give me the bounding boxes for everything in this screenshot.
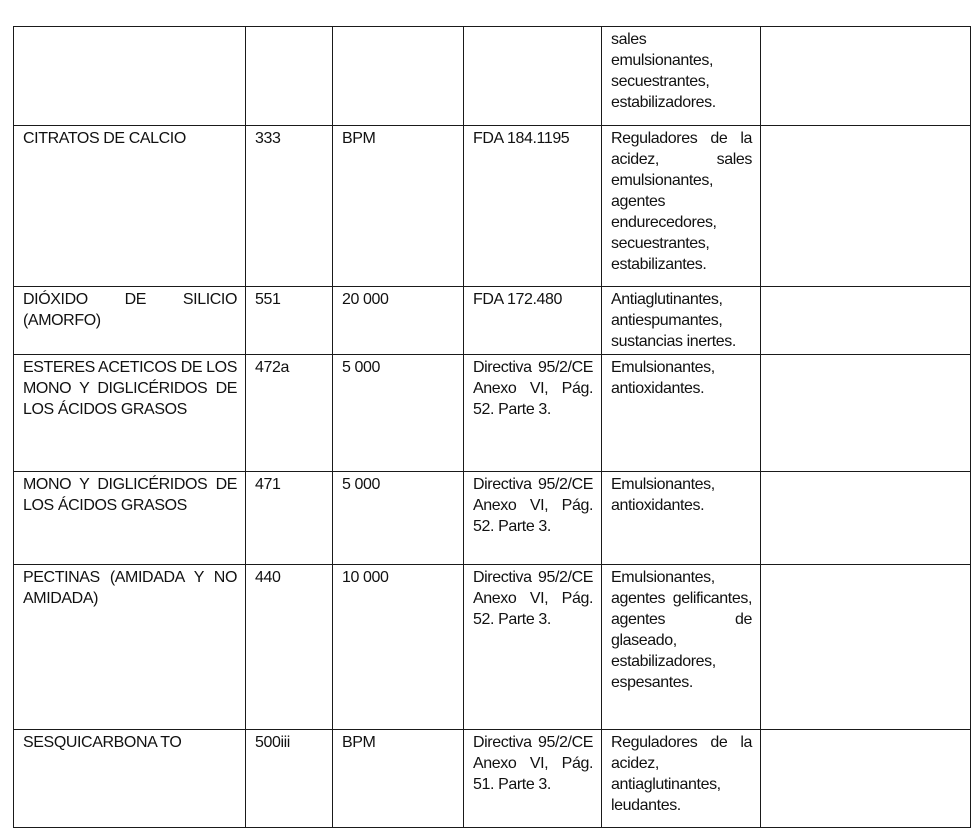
- reference-cell: Directiva 95/2/CE Anexo VI, Pág. 52. Parte 3.: [464, 355, 602, 472]
- additive-name-cell: MONO Y DIGLICÉRIDOS DE LOS ÁCIDOS GRASOS: [14, 472, 246, 565]
- table-row: [14, 287, 971, 355]
- functions-cell: Emulsionantes, agentes gelificantes, agentes de glaseado, estabilizadores, espesantes.: [602, 565, 761, 730]
- additive-name-cell: [14, 27, 246, 126]
- additive-name-cell: SESQUICARBONA TO: [14, 730, 246, 828]
- table-row: [14, 355, 971, 472]
- max-limit-cell: [333, 27, 464, 126]
- table-row: [14, 565, 971, 730]
- extra-cell: [761, 730, 971, 828]
- functions-cell: Reguladores de la acidez, sales emulsionantes, agentes endurecedores, secuestrantes, estabilizantes.: [602, 126, 761, 287]
- extra-cell: [761, 27, 971, 126]
- ins-number-cell: 471: [246, 472, 333, 565]
- extra-cell: [761, 287, 971, 355]
- functions-cell: Reguladores de la acidez, antiaglutinantes, leudantes.: [602, 730, 761, 828]
- additive-name-cell: CITRATOS DE CALCIO: [14, 126, 246, 287]
- ins-number-cell: [246, 27, 333, 126]
- reference-cell: Directiva 95/2/CE Anexo VI, Pág. 51. Parte 3.: [464, 730, 602, 828]
- extra-cell: [761, 472, 971, 565]
- additive-name-cell: PECTINAS (AMIDADA Y NO AMIDADA): [14, 565, 246, 730]
- functions-cell: Emulsionantes, antioxidantes.: [602, 472, 761, 565]
- table-row: [14, 126, 971, 287]
- ins-number-cell: 500iii: [246, 730, 333, 828]
- table-row: [14, 730, 971, 828]
- extra-cell: [761, 355, 971, 472]
- max-limit-cell: 5 000: [333, 472, 464, 565]
- additives-table: [13, 26, 971, 828]
- additive-name-cell: ESTERES ACETICOS DE LOS MONO Y DIGLICÉRIDOS DE LOS ÁCIDOS GRASOS: [14, 355, 246, 472]
- functions-cell: Antiaglutinantes, antiespumantes, sustancias inertes.: [602, 287, 761, 355]
- table-row: [14, 472, 971, 565]
- additive-name-cell: DIÓXIDO DE SILICIO (AMORFO): [14, 287, 246, 355]
- max-limit-cell: 10 000: [333, 565, 464, 730]
- ins-number-cell: 333: [246, 126, 333, 287]
- reference-cell: FDA 172.480: [464, 287, 602, 355]
- extra-cell: [761, 565, 971, 730]
- ins-number-cell: 440: [246, 565, 333, 730]
- max-limit-cell: 20 000: [333, 287, 464, 355]
- reference-cell: FDA 184.1195: [464, 126, 602, 287]
- extra-cell: [761, 126, 971, 287]
- reference-cell: Directiva 95/2/CE Anexo VI, Pág. 52. Parte 3.: [464, 565, 602, 730]
- table-row: [14, 27, 971, 126]
- reference-cell: Directiva 95/2/CE Anexo VI, Pág. 52. Parte 3.: [464, 472, 602, 565]
- ins-number-cell: 472a: [246, 355, 333, 472]
- reference-cell: [464, 27, 602, 126]
- max-limit-cell: BPM: [333, 730, 464, 828]
- ins-number-cell: 551: [246, 287, 333, 355]
- functions-cell: Emulsionantes, antioxidantes.: [602, 355, 761, 472]
- max-limit-cell: 5 000: [333, 355, 464, 472]
- functions-cell: sales emulsionantes, secuestrantes, estabilizadores.: [602, 27, 761, 126]
- max-limit-cell: BPM: [333, 126, 464, 287]
